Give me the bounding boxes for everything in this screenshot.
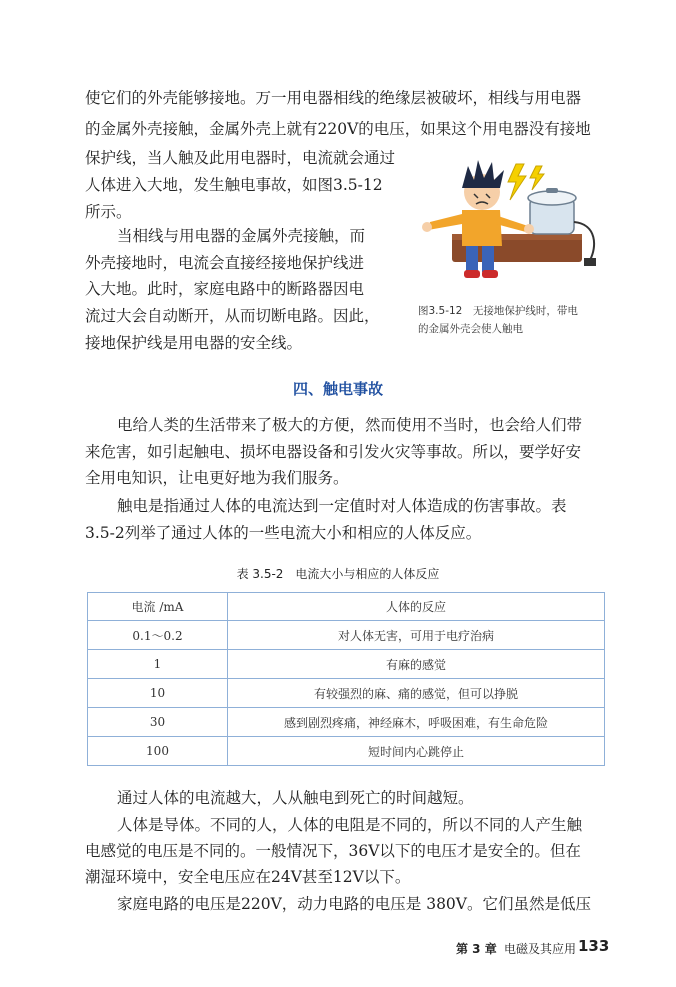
body-text-line: 全用电知识，让电更好地为我们服务。 bbox=[85, 469, 349, 487]
table-row bbox=[88, 679, 605, 708]
table-row bbox=[88, 621, 605, 650]
body-text-line: 人体是导体。不同的人，人体的电阻是不同的，所以不同的人产生触 bbox=[117, 816, 583, 834]
body-text-line: 外壳接地时，电流会直接经接地保护线进 bbox=[85, 254, 365, 272]
table-cell-current: 10 bbox=[88, 679, 228, 708]
table-cell-current: 100 bbox=[88, 737, 228, 766]
body-text-line: 保护线，当人触及此用电器时，电流就会通过 bbox=[85, 149, 396, 167]
table-row bbox=[88, 737, 605, 766]
body-text-line: 所示。 bbox=[85, 203, 132, 221]
table-row bbox=[88, 708, 605, 737]
body-text-line: 流过大会自动断开，从而切断电路。因此， bbox=[85, 307, 380, 325]
table-header-cell: 电流 /mA bbox=[88, 593, 228, 621]
body-text-line: 电感觉的电压是不同的。一般情况下，36V以下的电压才是安全的。但在 bbox=[85, 842, 581, 860]
table-cell-reaction: 对人体无害，可用于电疗治病 bbox=[228, 621, 605, 650]
body-text-line: 的金属外壳接触，金属外壳上就有220V的电压，如果这个用电器没有接地 bbox=[85, 120, 591, 138]
table-cell-reaction: 短时间内心跳停止 bbox=[228, 737, 605, 766]
table-header-cell: 人体的反应 bbox=[385, 600, 446, 614]
table-cell-current: 0.1～0.2 bbox=[88, 621, 228, 650]
figure-caption bbox=[418, 302, 618, 338]
table-cell-reaction: 有麻的感觉 bbox=[228, 650, 605, 679]
body-text-line: 当相线与用电器的金属外壳接触，而 bbox=[117, 227, 366, 245]
current-reaction-table bbox=[87, 592, 605, 766]
body-text-line: 使它们的外壳能够接地。万一用电器相线的绝缘层被破坏，相线与用电器 bbox=[85, 89, 582, 107]
table-header-row bbox=[88, 593, 605, 621]
body-text-line: 3.5-2列举了通过人体的一些电流大小和相应的人体反应。 bbox=[85, 524, 482, 542]
table-cell-current: 30 bbox=[88, 708, 228, 737]
figure-caption-line: 图3.5-12 无接地保护线时，带电 bbox=[418, 305, 578, 317]
page-number: 133 bbox=[578, 937, 610, 955]
lightning-bolt-icon bbox=[530, 166, 544, 190]
lightning-bolt-icon bbox=[508, 164, 526, 200]
body-text-line: 家庭电路的电压是220V，动力电路的电压是 380V。它们虽然是低压 bbox=[117, 895, 591, 913]
table-row bbox=[88, 650, 605, 679]
body-text-line: 来危害，如引起触电、损坏电器设备和引发火灾等事故。所以，要学好安 bbox=[85, 443, 582, 461]
body-text-line: 潮湿环境中，安全电压应在24V甚至12V以下。 bbox=[85, 868, 411, 886]
body-text-line: 人体进入大地，发生触电事故，如图3.5-12 bbox=[85, 176, 383, 194]
body-text-line: 入大地。此时，家庭电路中的断路器因电 bbox=[85, 280, 365, 298]
table-cell-current: 1 bbox=[88, 650, 228, 679]
chapter-title: 电磁及其应用 bbox=[504, 942, 577, 956]
table-cell-reaction: 有较强烈的麻、痛的感觉，但可以挣脱 bbox=[228, 679, 605, 708]
section-heading: 四、触电事故 bbox=[292, 380, 383, 398]
body-text-line: 电给人类的生活带来了极大的方便，然而使用不当时，也会给人们带 bbox=[117, 416, 583, 434]
plug-icon bbox=[584, 258, 596, 266]
figure-caption-line: 的金属外壳会使人触电 bbox=[418, 323, 523, 335]
body-text-line: 触电是指通过人体的电流达到一定值时对人体造成的伤害事故。表 bbox=[117, 497, 567, 515]
table-caption: 表 3.5-2 电流大小与相应的人体反应 bbox=[236, 567, 440, 581]
body-text-line: 通过人体的电流越大，人从触电到死亡的时间越短。 bbox=[117, 789, 474, 807]
illustration-boy-electric-shock bbox=[412, 152, 612, 292]
chapter-label: 第 3 章 bbox=[456, 942, 497, 956]
table-cell-reaction: 感到剧烈疼痛，神经麻木，呼吸困难，有生命危险 bbox=[228, 708, 605, 737]
body-text-line: 接地保护线是用电器的安全线。 bbox=[85, 334, 303, 352]
